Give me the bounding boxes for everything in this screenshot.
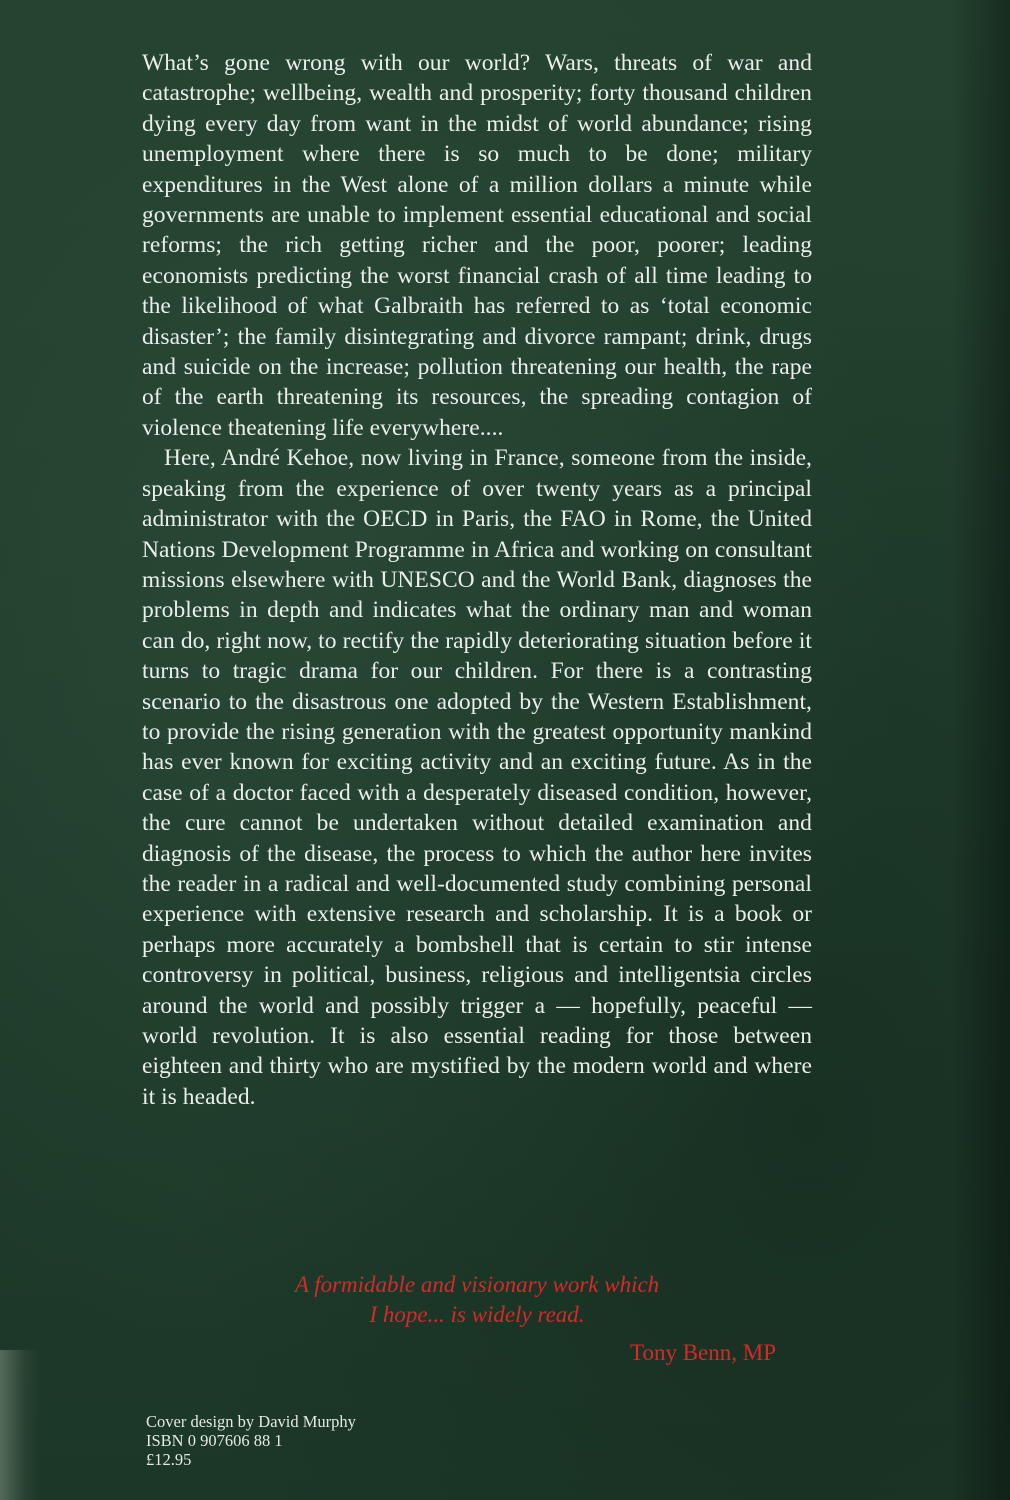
quote-line-2: I hope... is widely read. [369,1302,585,1327]
cover-design-credit: Cover design by David Murphy [146,1412,356,1431]
quote-author: Tony Benn, MP [630,1340,776,1365]
isbn-number: ISBN 0 907606 88 1 [146,1431,283,1450]
spine-shadow [950,0,1010,1500]
quote-line-1: A formidable and visionary work which [294,1272,660,1297]
cover-credits [146,1412,356,1469]
blurb-paragraph-2: Here, André Kehoe, now living in France, someone from the inside, speaking from the experience of over twenty years as a principal administrator with the OECD in Paris, the FAO in Rome, the United Nations Development Programme in Africa and working on consultant missions elsewhere with UNESCO and the World Bank, diagnoses the problems in depth and indicates what the ordinary man and woman can do, right now, to rectify the rapidly deteriorating situation before it turns to tragic drama for our children. For there is a contrasting scenario to the disastrous one adopted by the Western Establishment, to provide the rising generation with the greatest opportunity mankind has ever known for exciting activity and an exciting future. As in the case of a doctor faced with a desperately diseased condition, however, the cure cannot be undertaken without detailed examination and diagnosis of the disease, the process to which the author here invites the reader in a radical and well-documented study combining personal experience with extensive research and scholarship. It is a book or perhaps more accurately a bombshell that is certain to stir intense controversy in political, business, religious and intelligentsia circles around the world and possibly trigger a — hopefully, peaceful — world revolution. It is also essential reading for those between eighteen and thirty who are mystified by the modern world and where it is headed. [142,445,812,1110]
endorsement-quote [142,1270,812,1368]
price: £12.95 [146,1450,192,1469]
worn-corner [0,1350,40,1500]
blurb-text [142,48,812,1112]
blurb-paragraph-1: What’s gone wrong with our world? Wars, threats of war and catastrophe; wellbeing, wealth and prosperity; forty thousand children dying every day from want in the midst of world abundance; rising unemployment where there is so much to be done; military expenditures in the West alone of a million dollars a minute while governments are unable to implement essential educational and social reforms; the rich getting richer and the poor, poorer; leading economists predicting the worst financial crash of all time leading to the likelihood of what Galbraith has referred to as ‘total economic disaster’; the family disintegrating and divorce rampant; drink, drugs and suicide on the increase; pollution threatening our health, the rape of the earth threatening its resources, the spreading contagion of violence theatening life everywhere.... [142,50,812,441]
